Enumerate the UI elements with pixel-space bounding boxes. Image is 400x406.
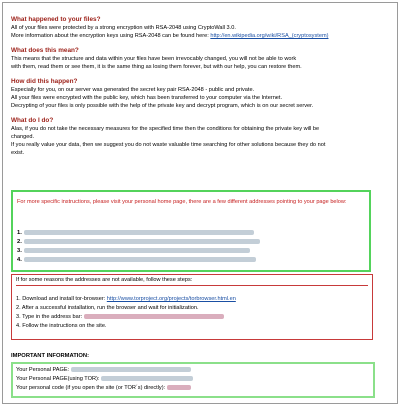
important-info-box — [11, 362, 375, 398]
note-body — [11, 7, 391, 157]
text-line: Alas, if you do not take the necessary measures for the specified time then the conditions for obtaining the private key will be — [11, 126, 320, 132]
tor-step-3 — [16, 313, 224, 321]
address-row[interactable] — [17, 239, 260, 247]
tor-step-4: 4. Follow the instructions on the site. — [16, 323, 107, 329]
redacted-address — [24, 257, 256, 262]
address-number: 1. — [17, 230, 22, 237]
personal-page-box — [11, 190, 371, 272]
important-heading: IMPORTANT INFORMATION: — [11, 353, 90, 359]
step-text: 1. Download and install tor-browser: — [16, 296, 107, 302]
address-row[interactable] — [17, 230, 254, 238]
heading-what-do-i-do: What do I do? — [11, 117, 54, 124]
wikipedia-link[interactable]: http://en.wikipedia.org/wiki/RSA_(cryptosystem) — [210, 33, 329, 39]
address-row[interactable] — [17, 248, 250, 256]
label: Your personal code (if you open the site (or TOR´s) directly): — [16, 385, 166, 391]
text-line: All your files were encrypted with the public key, which has been transferred to your computer via the Internet. — [11, 95, 283, 101]
redacted-url — [101, 376, 193, 381]
redacted-code — [167, 385, 191, 390]
address-row[interactable] — [17, 257, 256, 265]
text-line: Especially for you, on our server was generated the secret key pair RSA-2048 - public and private. — [11, 87, 255, 93]
personal-code-line — [16, 384, 191, 392]
address-number: 4. — [17, 257, 22, 264]
redacted-address — [24, 239, 260, 244]
label: Your Personal PAGE(using TOR): — [16, 376, 100, 382]
redacted-onion-address — [84, 314, 224, 319]
tor-intro: If for some reasons the addresses are not available, follow these steps: — [16, 277, 193, 283]
text-line: exist. — [11, 150, 25, 156]
text-line: with them, read them or see them, it is the same thing as losing them forever, but with our help, you can restore them. — [11, 64, 302, 70]
text-line: changed. — [11, 134, 35, 140]
redacted-address — [24, 248, 250, 253]
step-text: 3. Type in the address bar: — [16, 314, 83, 320]
personal-page-intro: For more specific instructions, please visit your personal home page, there are a few different addresses pointing to your page below: — [17, 199, 347, 205]
tor-step-2: 2. After a successful installation, run the browser and wait for initialization. — [16, 305, 199, 311]
text-line-prefix: More information about the encryption keys using RSA-2048 can be found here: — [11, 33, 211, 39]
text-line: Decrypting of your files is only possible with the help of the private key and decrypt program, which is on our secret server. — [11, 103, 314, 109]
text-line: If you really value your data, then we suggest you do not waste valuable time searching for other solutions because they do not — [11, 142, 326, 148]
heading-what-happened: What happened to your files? — [11, 16, 101, 23]
tor-instructions-box — [11, 274, 373, 340]
redacted-address — [24, 230, 254, 235]
heading-how-did-this-happen: How did this happen? — [11, 78, 78, 85]
address-number: 3. — [17, 248, 22, 255]
personal-page-line — [16, 366, 191, 374]
ransom-note-window — [2, 2, 398, 404]
redacted-url — [71, 367, 191, 372]
address-number: 2. — [17, 239, 22, 246]
tor-step-1 — [16, 295, 236, 303]
heading-what-does-this-mean: What does this mean? — [11, 47, 79, 54]
personal-page-tor-line — [16, 375, 193, 383]
text-line — [11, 32, 391, 40]
label: Your Personal PAGE: — [16, 367, 70, 373]
text-line: All of your files were protected by a strong encryption with RSA-2048 using CryptoWall 3.0. — [11, 25, 236, 31]
divider — [16, 285, 368, 286]
torbrowser-link[interactable]: http://www.torproject.org/projects/torbrowser.html.en — [106, 296, 236, 302]
text-line: This means that the structure and data within your files have been irrevocably changed, you will not be able to work — [11, 56, 297, 62]
